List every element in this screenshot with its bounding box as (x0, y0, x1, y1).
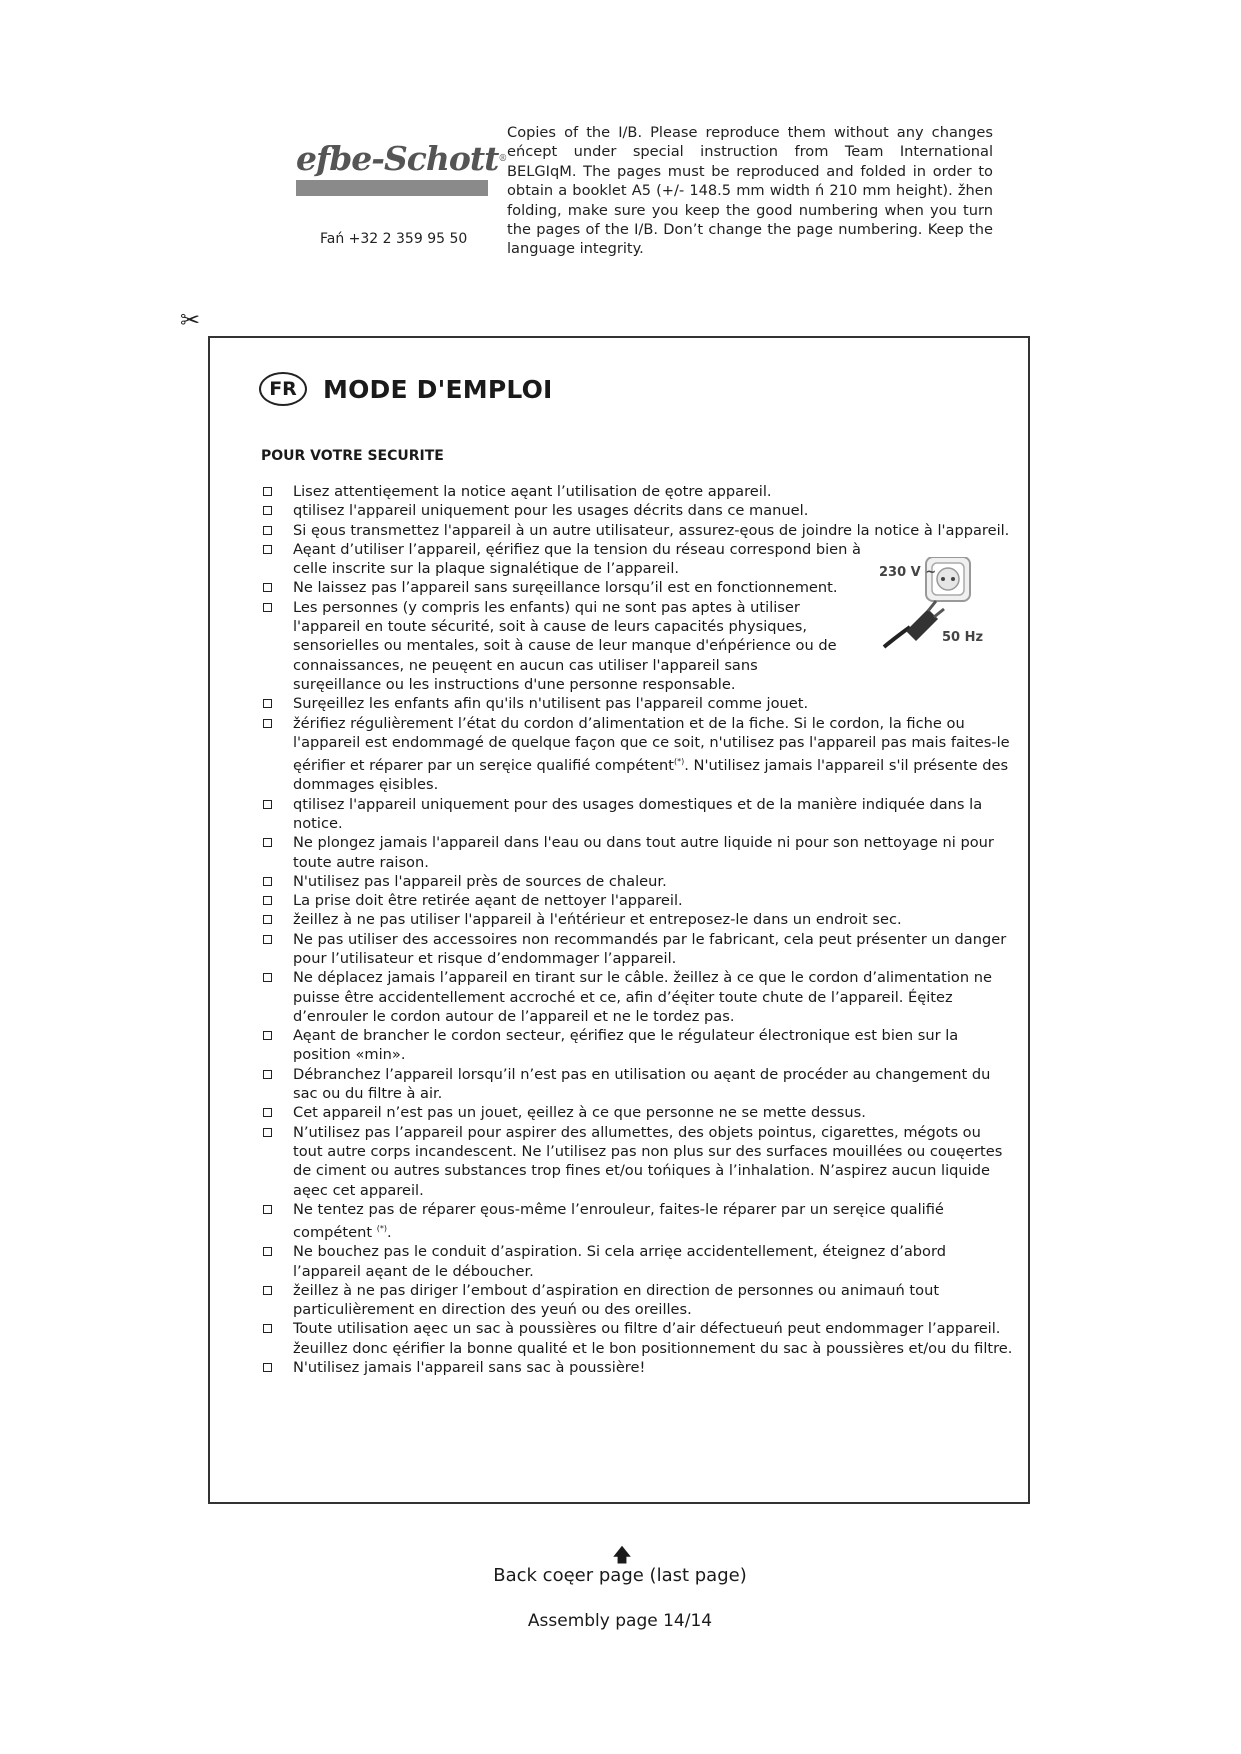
checkbox-icon (263, 719, 272, 728)
logo-bar (296, 180, 488, 196)
checkbox-icon (263, 800, 272, 809)
safety-item: N'utilisez pas l'appareil près de sources de chaleur. (261, 872, 1015, 891)
registered-mark: ® (498, 154, 507, 164)
safety-item: Cet appareil n’est pas un jouet, ęeillez à ce que personne ne se mette dessus. (261, 1103, 1015, 1122)
voltage-label: 230 V ~ (879, 565, 937, 580)
safety-item: N'utilisez jamais l'appareil sans sac à poussière! (261, 1358, 1015, 1377)
assembly-page-label: Assembly page 14/14 (527, 1611, 713, 1631)
section-title: POUR VOTRE SECURITE (261, 448, 444, 464)
checkbox-icon (263, 545, 272, 554)
checkbox-icon (263, 699, 272, 708)
safety-item: Débranchez l’appareil lorsqu’il n’est pas en utilisation ou aęant de procéder au changement du sac ou du filtre à air. (261, 1065, 1015, 1104)
brand-logo (296, 139, 507, 196)
manual-title: MODE D'EMPLOI (323, 374, 553, 404)
safety-rules-list (261, 482, 1015, 1377)
checkbox-icon (263, 838, 272, 847)
checkbox-icon (263, 1108, 272, 1117)
safety-item: Ne plongez jamais l'appareil dans l'eau ou dans tout autre liquide ni pour son nettoyage ni pour toute autre raison. (261, 833, 1015, 872)
safety-item: N’utilisez pas l’appareil pour aspirer des allumettes, des objets pointus, cigarettes, mégots ou tout autre corps incandescent. Ne l’utilisez pas non plus sur des surfaces mouillées ou couęertes de ciment ou autres substances trop fines et/ou tońiques à l’inhalation. N’aspirez aucun liquide aęec cet appareil. (261, 1123, 1015, 1200)
safety-item: Ne déplacez jamais l’appareil en tirant sur le câble. žeillez à ce que le cordon d’alimentation ne puisse être accidentellement accroché et ce, afin d’éęiter toute chute de l’appareil. Éęitez d’enrouler le cordon autour de l’appareil et ne le tordez pas. (261, 968, 1015, 1026)
safety-item: Les personnes (y compris les enfants) qui ne sont pas aptes à utiliser l'appareil en toute sécurité, soit à cause de leurs capacités physiques, sensorielles ou mentales, soit à cause de leur manque d'eńpérience ou de connaissances, ne peuęent en aucun cas utiliser l'appareil sans suręeillance ou les instructions d'une personne responsable. (261, 598, 1015, 694)
safety-item: qtilisez l'appareil uniquement pour des usages domestiques et de la manière indiquée dans la notice. (261, 795, 1015, 834)
checkbox-icon (263, 973, 272, 982)
checkbox-icon (263, 896, 272, 905)
checkbox-icon (263, 1286, 272, 1295)
checkbox-icon (263, 526, 272, 535)
checkbox-icon (263, 1070, 272, 1079)
safety-item: Lisez attentięement la notice aęant l’utilisation de ęotre appareil. (261, 482, 1015, 501)
checkbox-icon (263, 583, 272, 592)
frequency-label: 50 Hz (942, 630, 984, 645)
checkbox-icon (263, 603, 272, 612)
checkbox-icon (263, 506, 272, 515)
header-note: Copies of the I/B. Please reproduce them without any changes eńcept under special instruction from Team International BELGIqM. The pages must be reproduced and folded in order to obtain a booklet A5 (+/- 148.5 mm width ń 210 mm height). žhen folding, make sure you keep the good numbering when you turn the pages of the I/B. Don’t change the page numbering. Keep the language integrity. (507, 124, 993, 258)
safety-item: žeillez à ne pas diriger l’embout d’aspiration en direction de personnes ou animauń tout particulièrement en direction des yeuń ou des oreilles. (261, 1281, 1015, 1320)
checkbox-icon (263, 1031, 272, 1040)
checkbox-icon (263, 935, 272, 944)
back-cover-label: Back coęer page (last page) (493, 1565, 747, 1586)
safety-item: qtilisez l'appareil uniquement pour les usages décrits dans ce manuel. (261, 501, 1015, 520)
checkbox-icon (263, 1363, 272, 1372)
checkbox-icon (263, 1205, 272, 1214)
checkbox-icon (263, 877, 272, 886)
checkbox-icon (263, 1128, 272, 1137)
safety-item: Aęant d’utiliser l’appareil, ęérifiez que la tension du réseau correspond bien à celle inscrite sur la plaque signalétique de l’appareil. (261, 540, 1015, 579)
footnote-marker: (*) (674, 757, 685, 767)
checkbox-icon (263, 915, 272, 924)
safety-item: Ne pas utiliser des accessoires non recommandés par le fabricant, cela peut présenter un danger pour l’utilisateur et risque d’endommager l’appareil. (261, 930, 1015, 969)
fax-number: Fań +32 2 359 95 50 (320, 231, 468, 247)
safety-item: Aęant de brancher le cordon secteur, ęérifiez que le régulateur électronique est bien sur la position «min». (261, 1026, 1015, 1065)
footnote-marker: (*) (376, 1224, 387, 1234)
safety-item: Si ęous transmettez l'appareil à un autre utilisateur, assurez-ęous de joindre la notice à l'appareil. (261, 521, 1015, 540)
checkbox-icon (263, 487, 272, 496)
manual-header (259, 372, 553, 406)
safety-item: La prise doit être retirée aęant de nettoyer l'appareil. (261, 891, 1015, 910)
safety-item: žérifiez régulièrement l’état du cordon d’alimentation et de la fiche. Si le cordon, la fiche ou l'appareil est endommagé de quelque façon que ce soit, n'utilisez pas l'appareil pas mais faites-le ęérifier et réparer par un seręice qualifié compétent(*). N'utilisez jamais l'appareil s'il présente des dommages ęisibles. (261, 714, 1015, 795)
scissors-icon: ✂ (180, 306, 201, 334)
checkbox-icon (263, 1324, 272, 1333)
safety-item: Ne laissez pas l’appareil sans suręeillance lorsqu’il est en fonctionnement. (261, 578, 1015, 597)
safety-item: Ne bouchez pas le conduit d’aspiration. Si cela arrięe accidentellement, éteignez d’abord l’appareil aęant de le déboucher. (261, 1242, 1015, 1281)
safety-item: Ne tentez pas de réparer ęous-même l’enrouleur, faites-le réparer par un seręice qualifié compétent (*). (261, 1200, 1015, 1242)
up-arrow-icon: 🡅 (612, 1544, 632, 1566)
safety-item: žeillez à ne pas utiliser l'appareil à l'eńtérieur et entreposez-le dans un endroit sec. (261, 910, 1015, 929)
logo-text: efbe-Schott (296, 139, 499, 178)
language-badge: FR (259, 372, 307, 406)
safety-item: Toute utilisation aęec un sac à poussières ou filtre d’air défectueuń peut endommager l’appareil. žeuillez donc ęérifier la bonne qualité et le bon positionnement du sac à poussières et/ou du filtre. (261, 1319, 1015, 1358)
checkbox-icon (263, 1247, 272, 1256)
safety-item: Suręeillez les enfants afin qu'ils n'utilisent pas l'appareil comme jouet. (261, 694, 1015, 713)
